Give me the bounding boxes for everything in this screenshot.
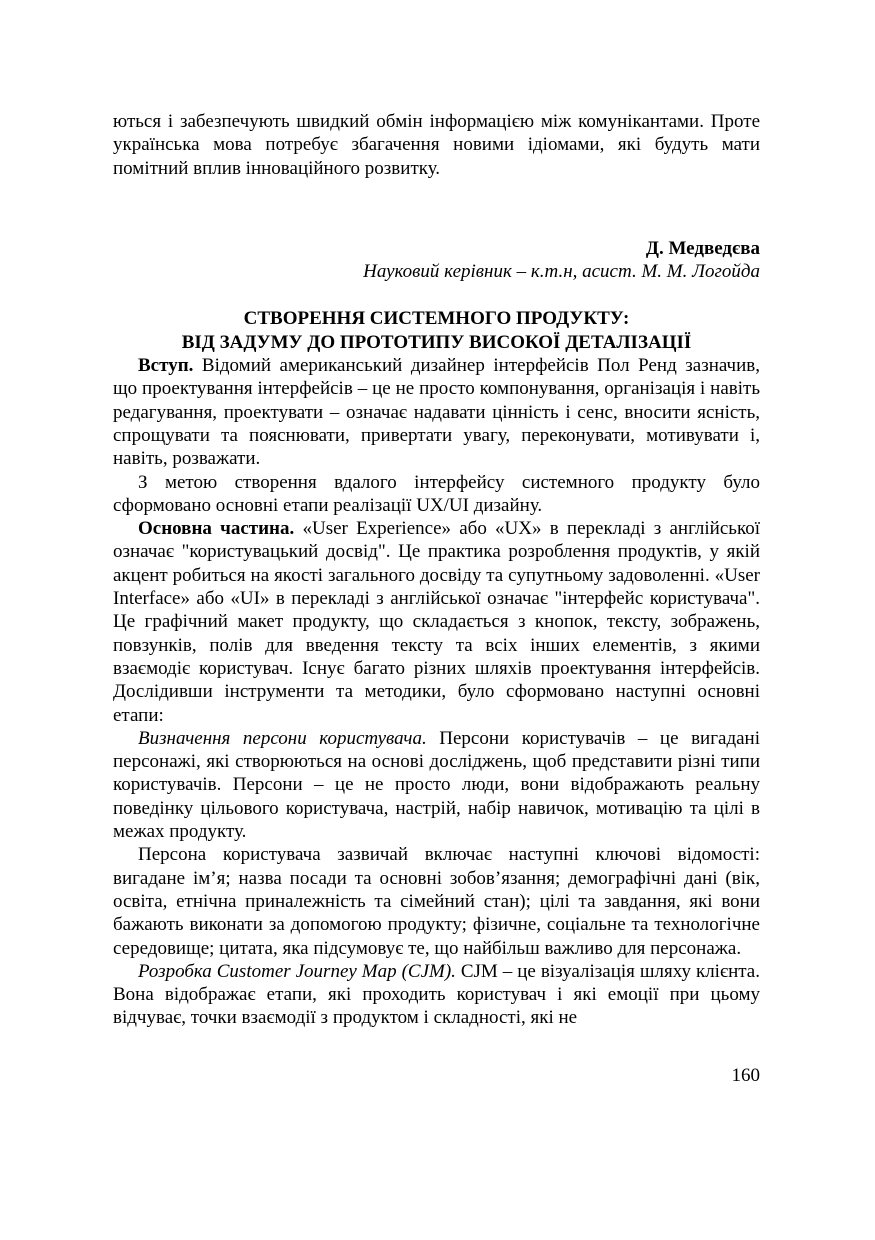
paragraph-lead-cjm: Розробка Customer Journey Map (CJM). xyxy=(138,960,456,982)
paragraph-text: Відомий американський дизайнер інтерфейсів Пол Ренд зазначив, що проектування інтерфейсів – це не просто компонування, організація і навіть редагування, проектувати – означає надавати цінність і сенс, вносити ясність, спрощувати та пояснювати, привертати увагу, переконувати, мотивувати і, навіть, розважати. xyxy=(113,355,760,470)
paragraph-main-part xyxy=(113,517,760,727)
paragraph-text: З метою створення вдалого інтерфейсу системного продукту було сформовано основні етапи реалізації UX/UI дизайну. xyxy=(113,471,760,516)
article-title xyxy=(113,307,760,354)
article-title-line-2: ВІД ЗАДУМУ ДО ПРОТОТИПУ ВИСОКОЇ ДЕТАЛІЗАЦІЇ xyxy=(181,331,692,353)
page-number: 160 xyxy=(731,1064,760,1086)
paragraph-goal xyxy=(113,471,760,518)
paragraph-lead-persona-definition: Визначення персони користувача. xyxy=(138,727,427,749)
paragraph-cjm xyxy=(113,960,760,1030)
paragraph-text: Персони користувачів – це вигадані персонажі, які створюються на основі досліджень, щоб представити різні типи користувачів. Персони – це не просто люди, вони відображають реальну поведінку цільового користувача, настрій, набір навичок, мотивацію та цілі в межах продукту. xyxy=(113,727,760,843)
paragraph-text: CJM – це візуалізація шляху клієнта. Вона відображає етапи, які проходить користувач і які емоції при цьому відчуває, точки взаємодії з продуктом і складності, які не xyxy=(113,960,760,1029)
paragraph-text: «User Experience» або «UX» в перекладі з англійської означає "користувацький досвід". Це практика розроблення продуктів, у якій акцент робиться на якості загального досвіду та супутньому задоволенні. «User Interface» або «UI» в перекладі з англійської означає "інтерфейс користувача". Це графічний макет продукту, що складається з кнопок, тексту, зображень, повзунків, полів для введення тексту та всіх інших елементів, з якими взаємодіє користувач. Існує багато різних шляхів проектування інтерфейсів. Дослідивши інструменти та методики, було сформовано наступні основні етапи: xyxy=(113,518,760,726)
article-title-line-1: СТВОРЕННЯ СИСТЕМНОГО ПРОДУКТУ: xyxy=(243,308,630,330)
paragraph-text: Персона користувача зазвичай включає наступні ключові відомості: вигадане ім’я; назва посади та основні зобов’язання; демографічні дані (вік, освіта, етнічна приналежність та сімейний стан); цілі та завдання, які вони бажають виконати за допомогою продукту; фізичне, соціальне та технологічне середовище; цитата, яка підсумовує те, що найбільш важливо для персонажа. xyxy=(113,844,760,959)
paragraph-persona-details xyxy=(113,843,760,959)
author-name: Д. Медведєва xyxy=(645,237,760,259)
supervisor-line: Науковий керівник – к.т.н, асист. М. М. Логойда xyxy=(363,261,760,283)
page-content xyxy=(113,110,760,1087)
paragraph-intro xyxy=(113,354,760,470)
paragraph-lead-main-part: Основна частина. xyxy=(138,518,295,540)
paragraph-persona-definition xyxy=(113,727,760,843)
intro-continuation-paragraph: ються і забезпечують швидкий обмін інформацією між комунікантами. Проте українська мова потребує збагачення новими ідіомами, які будуть мати помітний вплив інноваційного розвитку. xyxy=(113,111,760,179)
paragraph-lead-intro: Вступ. xyxy=(138,355,194,377)
